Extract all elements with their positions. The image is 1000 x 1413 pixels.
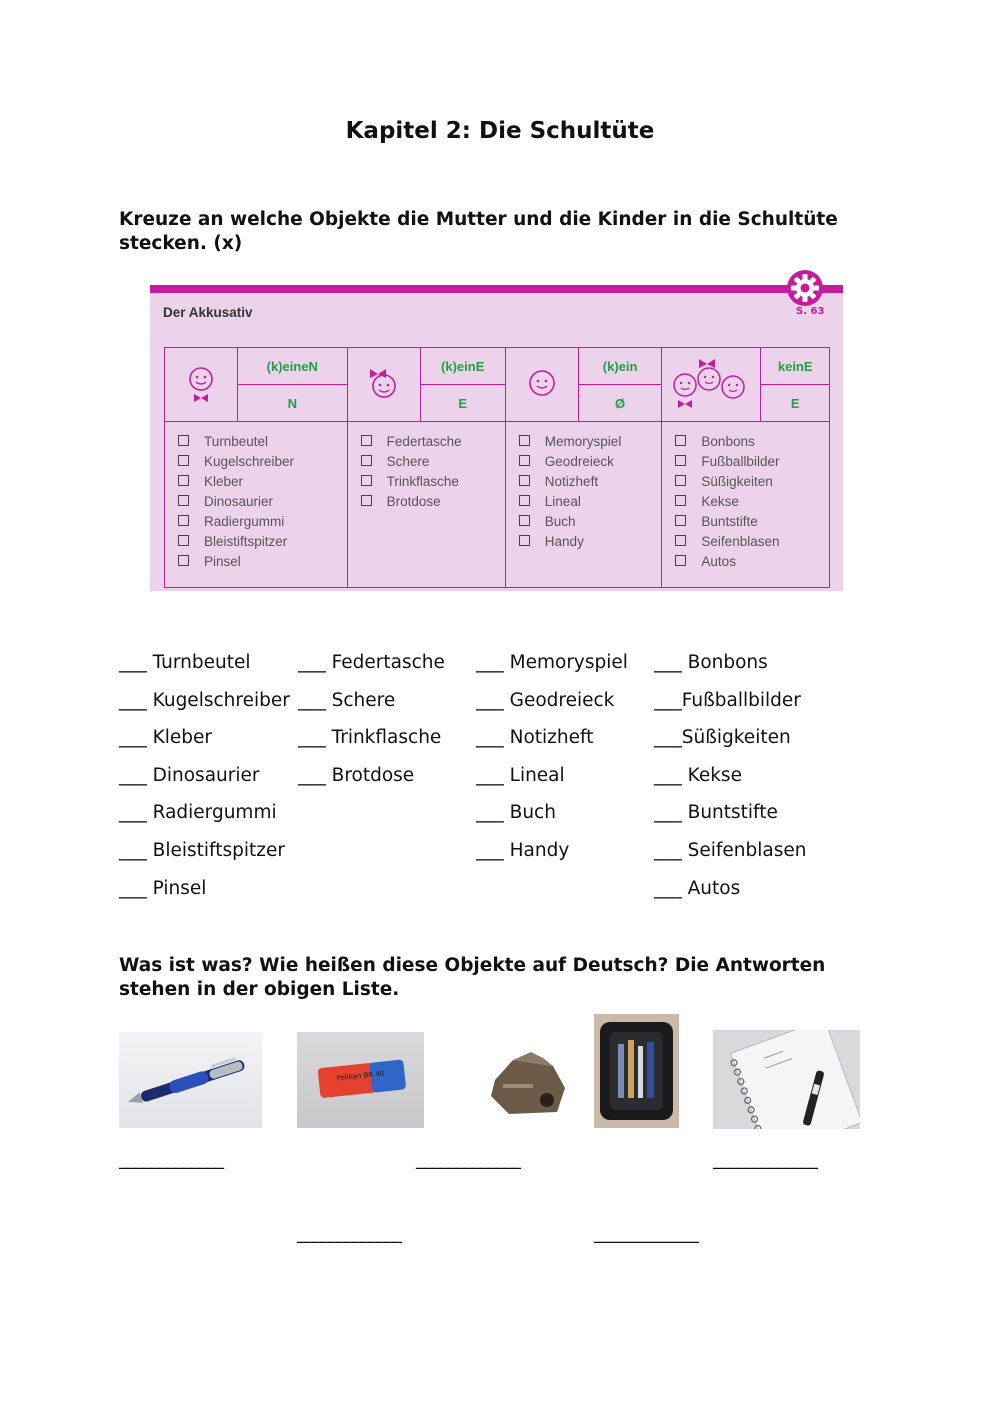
checkbox-item[interactable]: Lineal bbox=[519, 492, 662, 512]
answer-blank[interactable]: _____________ bbox=[416, 1149, 520, 1170]
list-item: ___ Geodreieck bbox=[476, 689, 615, 711]
list-item: ___ Brotdose bbox=[298, 764, 415, 786]
eraser-image bbox=[297, 1032, 424, 1128]
list-masculine bbox=[165, 422, 348, 588]
instruction-checklist: Kreuze an welche Objekte die Mutter und die Kinder in die Schultüte stecken. (x) bbox=[119, 209, 838, 254]
checkbox-item[interactable]: Turnbeutel bbox=[178, 432, 347, 452]
ending-feminine: E bbox=[420, 385, 505, 422]
ending-masculine: N bbox=[238, 385, 348, 422]
girl-face-icon bbox=[347, 348, 420, 422]
checkbox-item[interactable]: Memoryspiel bbox=[519, 432, 662, 452]
list-item: ___ Lineal bbox=[476, 764, 565, 786]
checkbox-item[interactable]: Geodreieck bbox=[519, 452, 662, 472]
word-column-plural bbox=[654, 652, 806, 915]
gear-icon bbox=[786, 269, 824, 307]
list-item: ___ Kleber bbox=[119, 727, 213, 749]
page-title: Kapitel 2: Die Schultüte bbox=[345, 118, 655, 144]
notebook-image bbox=[713, 1030, 860, 1129]
list-feminine bbox=[347, 422, 505, 588]
list-item: ___ Memoryspiel bbox=[476, 652, 628, 673]
list-neuter bbox=[505, 422, 662, 588]
neutral-face-icon bbox=[505, 348, 578, 422]
list-item: ___ Dinosaurier bbox=[119, 764, 260, 786]
checkbox-item[interactable]: Seifenblasen bbox=[675, 532, 829, 552]
checkbox-item[interactable]: Süßigkeiten bbox=[675, 472, 829, 492]
group-faces-icon bbox=[662, 348, 761, 422]
page-reference: S. 63 bbox=[796, 306, 825, 317]
checkbox-item[interactable]: Autos bbox=[675, 552, 829, 572]
article-neuter: (k)ein bbox=[578, 348, 662, 385]
checkbox-item[interactable]: Kleber bbox=[178, 472, 347, 492]
checkbox-item[interactable]: Trinkflasche bbox=[361, 472, 505, 492]
list-item: ___ Seifenblasen bbox=[654, 839, 807, 861]
list-item: ___Süßigkeiten bbox=[654, 727, 791, 749]
answer-blank[interactable]: _____________ bbox=[297, 1223, 401, 1244]
list-item: ___ Turnbeutel bbox=[119, 652, 251, 673]
answer-blank[interactable]: _____________ bbox=[594, 1223, 698, 1244]
list-item: ___ Autos bbox=[654, 877, 741, 899]
akkusativ-table bbox=[164, 347, 830, 588]
word-column-neuter bbox=[476, 652, 628, 878]
list-item: ___ Handy bbox=[476, 839, 570, 861]
checkbox-item[interactable]: Handy bbox=[519, 532, 662, 552]
checkbox-item[interactable]: Notizheft bbox=[519, 472, 662, 492]
word-column-feminine bbox=[298, 652, 445, 802]
list-item: ___ Buntstifte bbox=[654, 802, 778, 824]
list-item: ___ Federtasche bbox=[298, 652, 445, 673]
boy-face-icon bbox=[165, 348, 238, 422]
list-item: ___ Pinsel bbox=[119, 877, 207, 899]
accent-bar bbox=[150, 285, 843, 293]
list-item: ___ Kugelschreiber bbox=[119, 689, 290, 711]
list-item: ___ Buch bbox=[476, 802, 556, 824]
article-feminine: (k)einE bbox=[420, 348, 505, 385]
akkusativ-reference-box bbox=[150, 285, 843, 591]
list-plural bbox=[662, 422, 830, 588]
checkbox-item[interactable]: Schere bbox=[361, 452, 505, 472]
ending-plural: E bbox=[761, 385, 830, 422]
ending-neuter: Ø bbox=[578, 385, 662, 422]
akkusativ-heading: Der Akkusativ bbox=[163, 305, 253, 320]
list-item: ___ Bonbons bbox=[654, 652, 768, 673]
answer-blank[interactable]: _____________ bbox=[713, 1149, 817, 1170]
word-column-masculine bbox=[119, 652, 290, 915]
checkbox-item[interactable]: Kekse bbox=[675, 492, 829, 512]
checkbox-item[interactable]: Pinsel bbox=[178, 552, 347, 572]
checkbox-item[interactable]: Kugelschreiber bbox=[178, 452, 347, 472]
article-plural: keinE bbox=[761, 348, 830, 385]
instruction-identify: Was ist was? Wie heißen diese Objekte auf Deutsch? Die Antworten stehen in der obigen Liste. bbox=[119, 955, 826, 1000]
checkbox-item[interactable]: Radiergummi bbox=[178, 512, 347, 532]
list-item: ___ Notizheft bbox=[476, 727, 594, 749]
list-item: ___ Kekse bbox=[654, 764, 742, 786]
checkbox-item[interactable]: Federtasche bbox=[361, 432, 505, 452]
checkbox-item[interactable]: Dinosaurier bbox=[178, 492, 347, 512]
checkbox-item[interactable]: Fußballbilder bbox=[675, 452, 829, 472]
checkbox-item[interactable]: Buch bbox=[519, 512, 662, 532]
article-masculine: (k)eineN bbox=[238, 348, 348, 385]
list-item: ___ Schere bbox=[298, 689, 396, 711]
checkbox-item[interactable]: Brotdose bbox=[361, 492, 505, 512]
list-item: ___ Radiergummi bbox=[119, 802, 277, 824]
checkbox-item[interactable]: Bonbons bbox=[675, 432, 829, 452]
sharpener-image bbox=[483, 1040, 573, 1126]
list-item: ___Fußballbilder bbox=[654, 689, 801, 711]
eraser-label: Pelikan BR 40 bbox=[336, 1069, 385, 1083]
pen-image bbox=[119, 1032, 262, 1128]
answer-blank[interactable]: _____________ bbox=[119, 1149, 223, 1170]
pencil-case-image bbox=[594, 1014, 679, 1128]
list-item: ___ Trinkflasche bbox=[298, 727, 442, 749]
list-item: ___ Bleistiftspitzer bbox=[119, 839, 285, 861]
checkbox-item[interactable]: Bleistiftspitzer bbox=[178, 532, 347, 552]
checkbox-item[interactable]: Buntstifte bbox=[675, 512, 829, 532]
